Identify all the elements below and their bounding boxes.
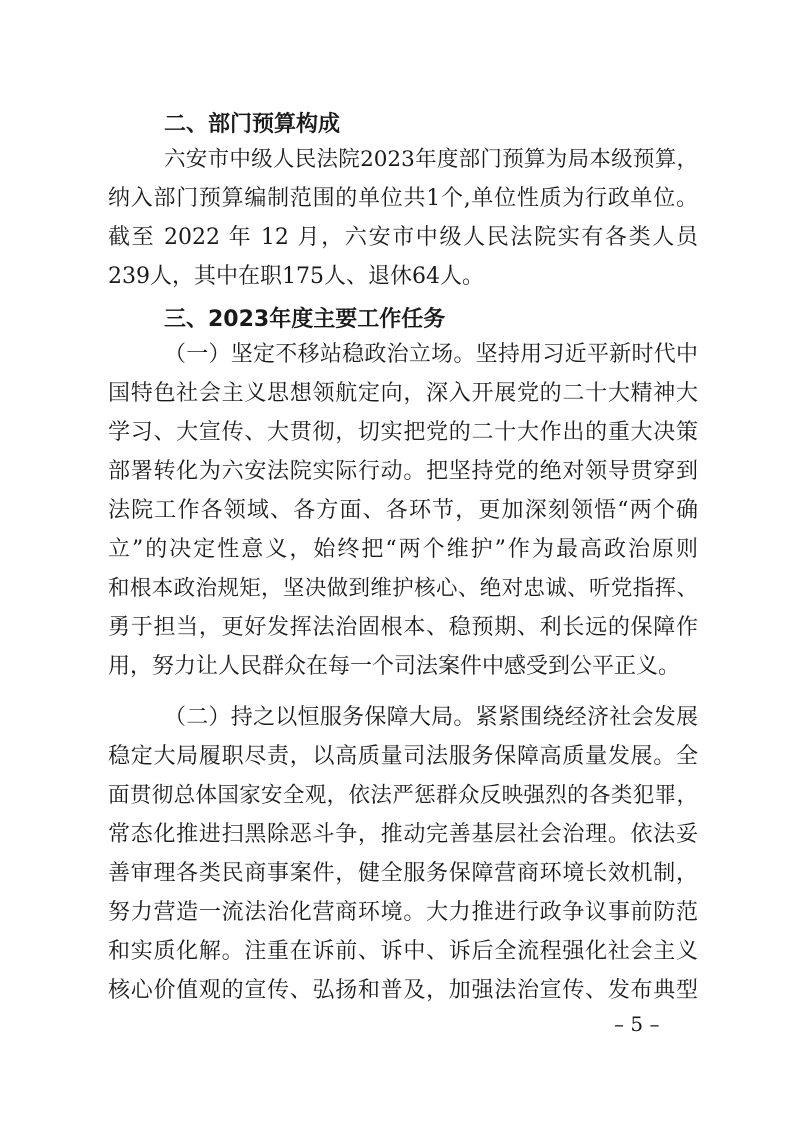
paragraph-line: 学习、大宣传、大贯彻，切实把党的二十大作出的重大决策 [108, 420, 698, 445]
paragraph-line: 稳定大局履职尽责，以高质量司法服务保障高质量发展。全 [108, 744, 698, 769]
paragraph-line: 常态化推进扫黑除恶斗争，推动完善基层社会治理。依法妥 [108, 822, 698, 847]
paragraph-line: 立”的决定性意义，始终把“两个维护”作为最高政治原则 [108, 537, 698, 562]
paragraph-line: 核心价值观的宣传、弘扬和普及，加强法治宣传、发布典型 [108, 978, 698, 1003]
paragraph-line: 部署转化为六安法院实际行动。把坚持党的绝对领导贯穿到 [108, 459, 698, 484]
section-heading-budget-structure: 二、部门预算构成 [164, 112, 341, 137]
paragraph-line: 六安市中级人民法院2023年度部门预算为局本级预算， [164, 147, 698, 172]
section-heading-main-tasks: 三、2023年度主要工作任务 [164, 307, 446, 332]
paragraph-line: 用，努力让人民群众在每一个司法案件中感受到公平正义。 [108, 654, 681, 679]
paragraph-line: 纳入部门预算编制范围的单位共1个,单位性质为行政单位。 [108, 186, 698, 211]
paragraph-line: （二）持之以恒服务保障大局。紧紧围绕经济社会发展 [164, 705, 698, 730]
paragraph-line: 和根本政治规矩，坚决做到维护核心、绝对忠诚、听党指挥、 [108, 576, 698, 601]
paragraph-line: 法院工作各领域、各方面、各环节，更加深刻领悟“两个确 [108, 498, 698, 523]
paragraph-line: 和实质化解。注重在诉前、诉中、诉后全流程强化社会主义 [108, 939, 698, 964]
paragraph-line: 勇于担当，更好发挥法治固根本、稳预期、利长远的保障作 [108, 615, 698, 640]
paragraph-line: 国特色社会主义思想领航定向，深入开展党的二十大精神大 [108, 381, 698, 406]
paragraph-line: 努力营造一流法治化营商环境。大力推进行政争议事前防范 [108, 900, 698, 925]
page-number: – 5 – [614, 1012, 660, 1036]
paragraph-line: 面贯彻总体国家安全观，依法严惩群众反映强烈的各类犯罪， [108, 783, 698, 808]
paragraph-line: 善审理各类民商事案件，健全服务保障营商环境长效机制， [108, 861, 698, 886]
paragraph-line: 截至 2022 年 12 月，六安市中级人民法院实有各类人员 [108, 225, 698, 250]
paragraph-line: （一）坚定不移站稳政治立场。坚持用习近平新时代中 [164, 342, 698, 367]
paragraph-line: 239人，其中在职175人、退休64人。 [108, 264, 484, 289]
